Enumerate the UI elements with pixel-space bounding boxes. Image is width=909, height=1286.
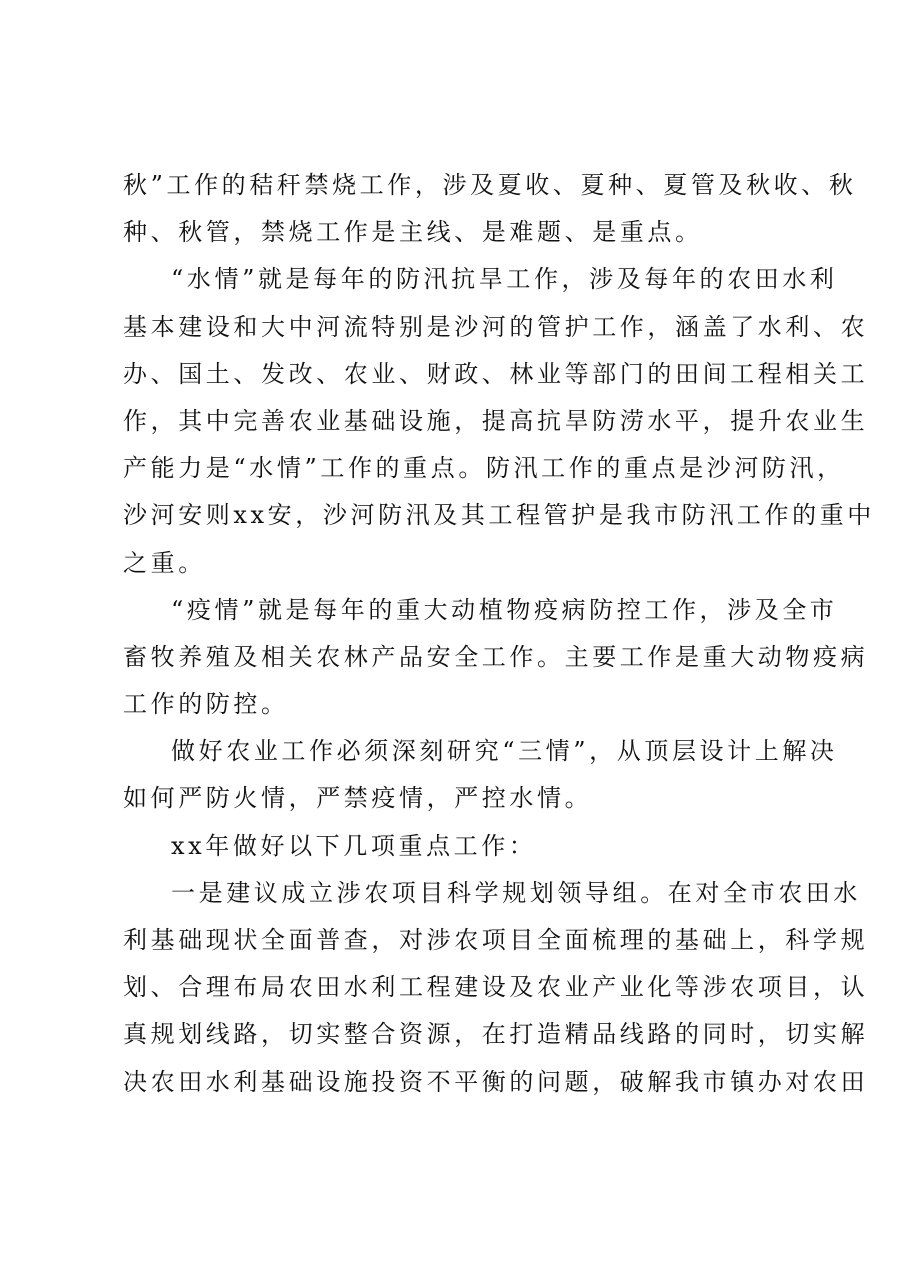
text-line: 决农田水利基础设施投资不平衡的问题，破解我市镇办对农田 [123,1067,869,1096]
text-line: 产能力是“水情”工作的重点。防汛工作的重点是沙河防汛， [123,454,845,483]
text-line: 畜牧养殖及相关农林产品安全工作。主要工作是重大动物疫病 [123,642,869,671]
text-line: 利基础现状全面普查，对涉农项目全面梳理的基础上，科学规 [123,926,869,954]
text-line: 秋”工作的秸秆禁烧工作，涉及夏收、夏种、夏管及秋收、秋 [123,171,857,199]
text-line: 作，其中完善农业基础设施，提高抗旱防涝水平，提升农业生 [123,406,869,435]
text-line: 一是建议成立涉农项目科学规划领导组。在对全市农田水 [171,878,861,907]
text-line: 之重。 [123,548,206,577]
text-line: 工作的防控。 [123,690,289,719]
text-line: 办、国土、发改、农业、财政、林业等部门的田间工程相关工 [123,359,869,388]
text-line: xx年做好以下几项重点工作： [171,831,537,860]
text-line: “水情”就是每年的防汛抗旱工作，涉及每年的农田水利 [171,265,838,294]
body-text [123,162,875,1106]
text-line: “疫情”就是每年的重大动植物疫病防控工作，涉及全市 [171,595,838,624]
text-line: 基本建设和大中河流特别是沙河的管护工作，涵盖了水利、农 [123,312,869,341]
text-line: 如何严防火情，严禁疫情，严控水情。 [123,784,593,813]
text-line: 划、合理布局农田水利工程建设及农业产业化等涉农项目，认 [123,973,869,1002]
text-line: 种、秋管，禁烧工作是主线、是难题、是重点。 [123,218,703,247]
text-line: 真规划线路，切实整合资源，在打造精品线路的同时，切实解 [123,1020,869,1049]
text-line: 沙河安则xx安，沙河防汛及其工程管护是我市防汛工作的重中 [123,501,875,530]
text-line: 做好农业工作必须深刻研究“三情”，从顶层设计上解决 [171,737,838,766]
